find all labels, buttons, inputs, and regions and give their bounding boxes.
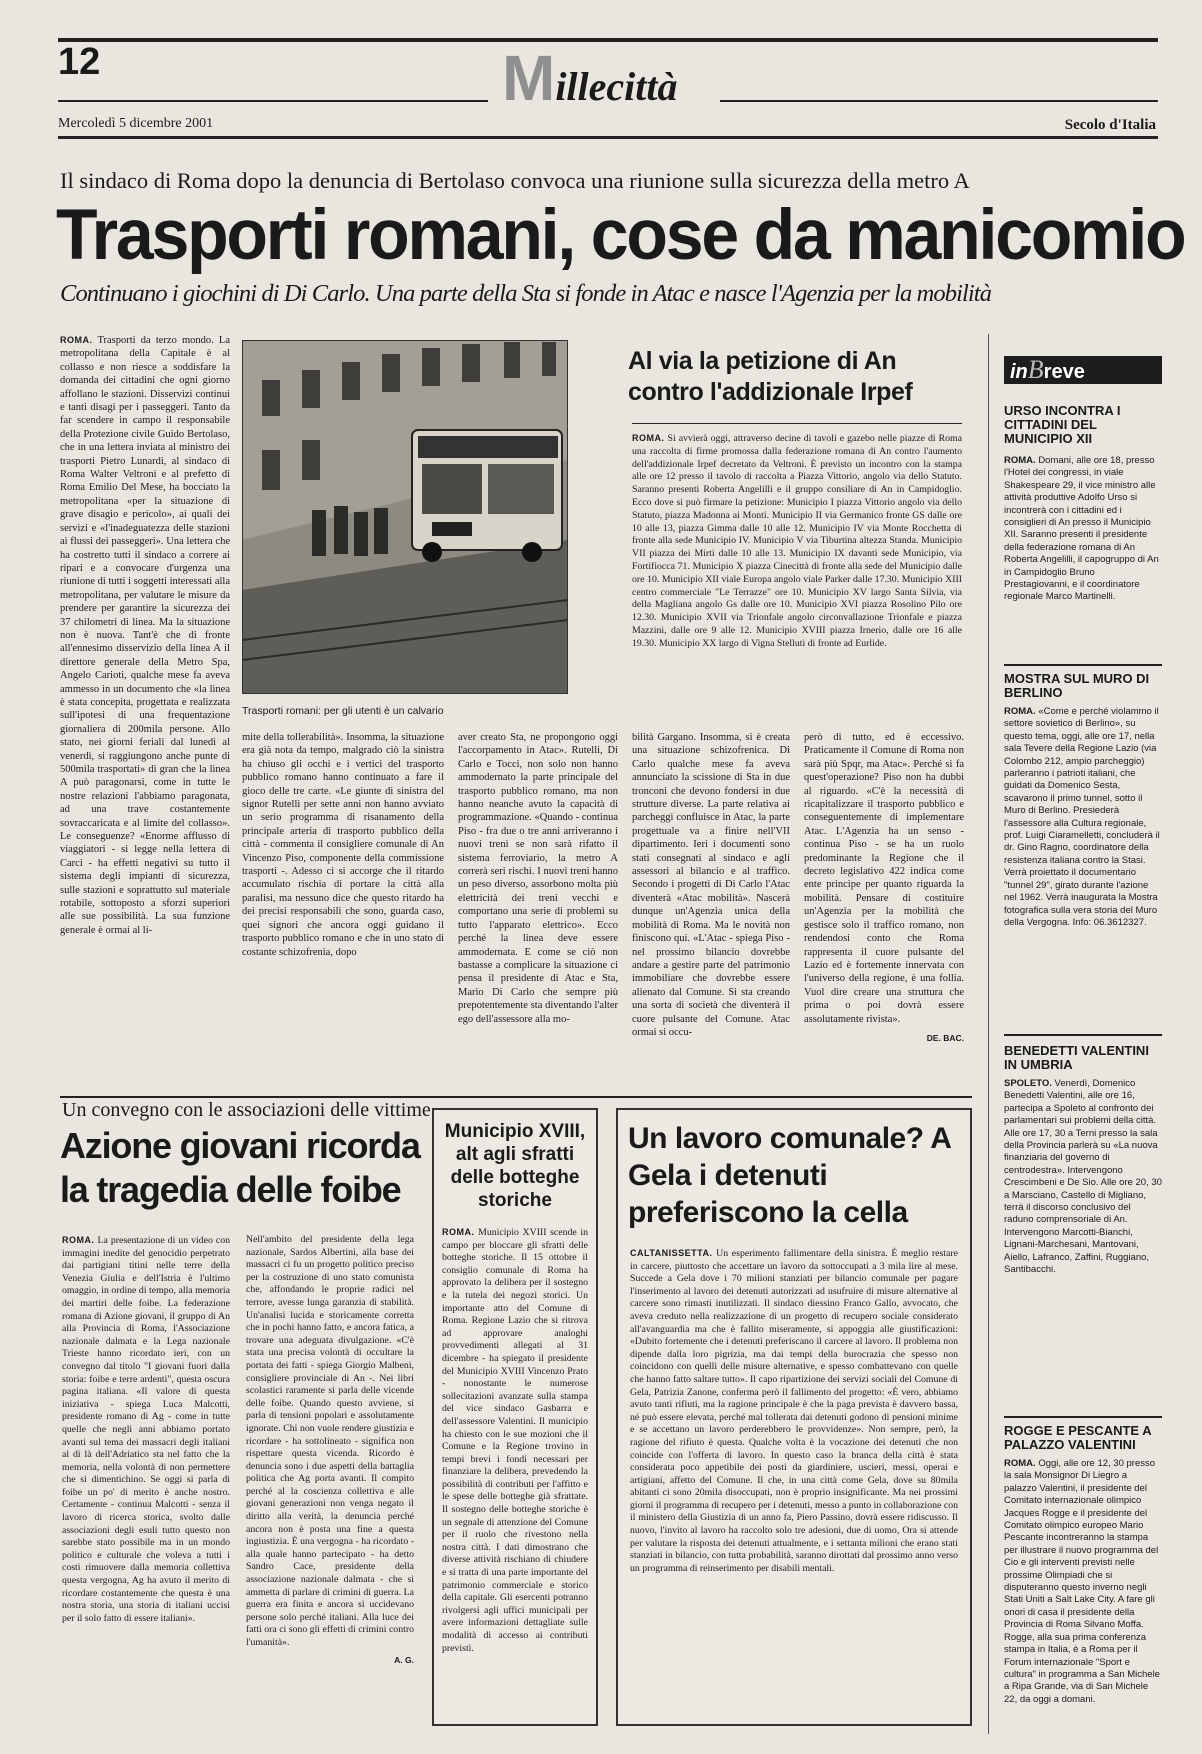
date-rule: [58, 136, 1158, 139]
page-number: 12: [58, 41, 101, 83]
lead-col5-text: però di tutto, ed è eccessivo. Praticamente il Comune di Roma non sarà più Spqr, ma Atac». Perché si fa quest'operazione? Piso non ha dubbi al riguardo. «C'è la necessità di ricapitalizzare il trasporto pubblico e conseguentemente di implementare Atac. L'Agenzia ha un senso - continua Piso - se ha un ruolo predominante la Regione che il decreto legislativo 422 indica come ente principe per quanto riguarda la mobilità. Pensare di costituire un'Agenzia per la mobilità che gestisce solo il traffico romano, non rendendosi conto che Roma rappresenta il cuore pulsante del Lazio ed è fortemente innervata con l'universo della regione, è una follia. Vuol dire creare una struttura che prima o poi dovrà essere assolutamente rivista».: [804, 732, 964, 1025]
photo-caption: Trasporti romani: per gli utenti è un calvario: [242, 705, 444, 717]
in-breve-b: B: [1027, 355, 1044, 384]
in-breve-rest: reve: [1043, 361, 1085, 383]
petition-text: Si avvierà oggi, attraverso decine di tavoli e gazebo nelle piazze di Roma una raccolta di firme promossa dalla federazione romana di An contro l'aumento dell'addizionale Irpef decretato da Veltroni. È previsto un incontro con la stampa alle ore 12 presso il tavolo di raccolta a Piazza Vittorio, angolo via dello Statuto. Saranno presenti Roberta Angelilli e il gruppo consiliare di An in Campidoglio. Ecco dove si può firmare la petizione: Municipio I piazza Vittorio angolo via dello Statuto, piazza Madonna ai Monti. Municipio II via Germanico fronte GS dalle ore 10 alle 13, piazza Gimma dalle 10 alle 12. Municipio IV via Monte Rocchetta di fronte alla sede Municipio IV. Municipio V via Tiburtina altezza Standa. Municipio VII piazza dei Mirti dalle 10 alle 13. Municipio IX davanti sede Municipio, via Fortifiocca 71. Municipio X piazza Cinecittà di fronte alla sede del Municipio dalle ore 10. Municipio XII viale Europa angolo viale Parker dalle 17.30. Municipio XIII centro commerciale "Le Terrazze" ore 10. Municipio XV largo Santa Silvia, via della Magliana angolo Gs dalle ore 10. Municipio XVI piazza Rosolino Pilo ore 12.30. Municipio XVII via Trionfale angolo circonvallazione Trionfale e piazza Mazzini, dalle ore 9 alle 12. Municipio XVIII piazza Irnerio, dalle ore 16 alle 19.30. Municipio XX largo di Vigna Stelluti di fronte ad Eurlide.: [632, 433, 962, 649]
lead-dateline: ROMA.: [60, 335, 93, 345]
breve-title-2: MOSTRA SUL MURO DI BERLINO: [1004, 671, 1150, 700]
masthead-rule-right: [720, 100, 1158, 102]
section-rest: illecittà: [555, 64, 678, 109]
breve-sep-1: [1004, 664, 1162, 666]
foibe-headline: Azione giovani ricorda la tragedia delle foibe: [60, 1125, 420, 1210]
lead-column-5: [804, 731, 964, 1076]
foibe-column-1: [62, 1234, 230, 1714]
breve-item-3: [1004, 1044, 1162, 1366]
gela-text: Un esperimento fallimentare della sinistra. È meglio restare in carcere, piuttosto che accettare un lavoro da sottoccupati a 3 mila lire al mese. Succede a Gela dove i 70 milioni stanziati per bilancio comunale per pagare l'inserimento al lavoro dei detenuti autorizzati ad usufruire di misure alternative al carcere sono rimasti inutilizzati. Il sindaco diessino Franco Gallo, avvocato, che aveva creduto nella realizzazione di un progetto di recupero sociale considerato all'avanguardia ma che è fallito miseramente, si appoggia alle giustificazioni: «Dubito fortemente che i detenuti preferiscano il carcere al lavoro. Il problema non dipende dalla loro pigrizia, ma dai tempi della burocrazia che spesso non coincidono con quelli delle misure alternative, e spesso combattevano con quelle che hanno fatto saltare tutto». Il capo ripartizione dei servizi sociali del Comune di Gela, Patrizia Zanone, conferma però il fallimento del progetto: «È vero, abbiamo avuto tanti rifiuti, ma la ragione principale è che la paga prevista è davvero bassa, né può essere elevata, perché mal tollerata dai detenuti godono di pensioni minime e se accettano un lavoro perderebbero le provvidenze». Non sempre, però, la ragione del rifiuto è questa. Qualche volta è la vocazione dei detenuti che non coincide con l'offerta di lavoro. In questo caso la branca della città è stata considerata poco appetibile dei posti da giardiniere, uscieri, messi, operai e artigiani, affetto del Comune. Il che, in una città come Gela, dove su 80mila abitanti ci sono 20mila disoccupati, non è proprio insignificante. Ma nei prossimi giorni il programma di recupero per i detenuti, messo a punto in collaborazione con il ministero della Giustizia di un anno fa, Piero Passino, dovrà essere ridiscusso. Il nuovo, l'invito al lavoro ha raccolto solo tre adesioni, due di uomo, Ora si attende per valutare la risposta dei detenuti attualmente, e i settanta milioni che erano stati stanziati in bilancio, con tutta probabilità, saranno dirottati dal prossimo anno verso un programma di reinserimento per disabili mentali.: [630, 1248, 958, 1574]
foibe-signature: A. G.: [394, 1654, 414, 1665]
breve-title-4: ROGGE E PESCANTE A PALAZZO VALENTINI: [1004, 1423, 1152, 1452]
breve-sep-3: [1004, 1416, 1162, 1418]
foibe-overline: Un convegno con le associazioni delle vittime: [62, 1099, 431, 1121]
petition-rule: [632, 423, 962, 424]
in-breve-in: in: [1010, 361, 1028, 383]
top-rule: [58, 38, 1158, 42]
gela-body: [630, 1247, 958, 1685]
bus-photo: [242, 340, 568, 694]
section-initial: M: [502, 42, 556, 114]
foibe-dateline: ROMA.: [62, 1235, 95, 1245]
lead-headline: Trasporti romani, cose da manicomio: [56, 195, 1185, 275]
breve-dateline-2: ROMA.: [1004, 706, 1036, 717]
section-logo: [502, 42, 678, 116]
in-breve-logo: [1004, 356, 1162, 384]
breve-text-3: Venerdì, Domenico Benedetti Valentini, alle ore 16, partecipa a Spoleto al confronto dei parlamentari sui problemi della città. Alle ore 17, 30 a Terni presso la sala della Provincia parlerà su «La nuova finanziaria del governo di centrodestra». Intervengono Crescimbeni e De Sio. Alle ore 20, 30 a Marsciano, Castello di Migliano, terrà il discorso conclusivo del raduno comprensoriale di An. Intervengono Marcotti-Bianchi, Lignani-Marchesani, Mantovani, Aiello, Lafranco, Zaffini, Ruggiano, Santibacchi.: [1004, 1078, 1162, 1276]
lead-signature: DE. BAC.: [926, 1032, 964, 1043]
breve-text-1: Domani, alle ore 18, presso l'Hotel dei congressi, in viale Shakespeare 29, il vice ministro alle attività produttive Adolfo Urso si incontrerà con i cittadini ed i consiglieri di An presso il Municipio XII. Saranno presenti il presidente della federazione romana di An Roberta Angelilli, il capogruppo di An in Campidoglio Bruno Prestagiovanni, e il coordinatore regionale Marco Martinelli.: [1004, 455, 1159, 603]
foibe-col1-text: La presentazione di un video con immagini inedite del genocidio perpetrato dai partigiani titini nelle terre della Venezia Giulia e dell'Istria è l'ultimo omaggio, in ordine di tempo, alla memoria dei martiri delle foibe. La federazione romana di Azione giovani, il gruppo di An alla Provincia di Roma, l'Associazione nazionale dalmata e la Lega nazionale Trieste hanno ricordato ieri, con un convegno dal titolo "I giovani fuori dalla storia: foibe e terre ardenti", questa oscura pagina italiana. «Il valore di questa iniziativa - spiega Luca Malcotti, presidente romano di Ag - come in tutte quelle che negli anni abbiamo portato avanti sul tema dei massacri degli italiani al di là dell'Adriatico sta nel fatto che la memoria, nella volontà di non permettere che si dimentichino. Se oggi si parla di foibe un po' di merito è anche nostro. Certamente - continua Malcotti - senza il lavoro di ricerca storica, svolto dalle associazioni degli esuli tutto questo non sarebbe stato possibile ma in un mondo politico e culturale che voleva a tutti i costi rimuovere dalla memoria collettiva questa vergogna, Ag ha avuto il merito di ricordare costantemente che questa è una nostra storia, una storia di italiani uccisi per il solo fatto di essere italiani».: [62, 1235, 230, 1624]
gela-headline: Un lavoro comunale? A Gela i detenuti preferiscono la cella: [628, 1122, 951, 1229]
breve-item-1: [1004, 404, 1162, 658]
municipio-dateline: ROMA.: [442, 1227, 475, 1237]
foibe-col2-text: Nell'ambito del presidente della lega nazionale, Sardos Albertini, alla base dei massacri ci fu un progetto politico preciso per la costruzione di uno stato comunista che, affondando le proprie radici nel terrore, avesse lunga garanzia di stabilità. Un'analisi lucida e storicamente corretta che in pochi hanno fatto, e ancora fatica, a trovare una adeguata divulgazione. «C'è stata una precisa volontà di occultare la portata dei fatti - spiega Giorgio Malbeni, consigliere provinciale di An -. Nei libri scolastici raramente si parla delle vicende delle foibe. Quando questo avviene, si parla di tensioni popolari e assolutamente ignorate. Chi non vuole rendere giustizia e ricordare - ha sottolineato - significa non rispettare questa vicenda. Ricordo è denuncia sono i due aspetti della battaglia politica che Ag porta avanti. Il compito perché al la coscienza collettiva e alle giovani generazioni non venga negato il diritto alla verità, la denuncia perché ancora non è posta una fine a questa ingiustizia. È una vergogna - ha ricordato - alla quale hanno partecipato - ha detto Sandro Cace, presidente della associazione nazionale dalmata - che si ammetta di parlare di crimini di guerra. La guerra era finita e ancora si uccidevano persone solo perché italiani. Alla luce dei fatti ora ci sono gli effetti di crimini contro l'umanità».: [246, 1234, 414, 1648]
breve-title-1: URSO INCONTRA I CITTADINI DEL MUNICIPIO XII: [1004, 403, 1121, 446]
breve-dateline-1: ROMA.: [1004, 455, 1036, 466]
breve-body-3: [1004, 1078, 1162, 1366]
breve-text-4: Oggi, alle ore 12, 30 presso la sala Monsignor Di Liegro a palazzo Valentini, il presidente del Comitato internazionale olimpico Jacques Rogge e il presidente del Comitato olimpico europeo Mario Pescante incontreranno la stampa per illustrare il nuovo programma del Cio e gli interventi previsti nelle prossime Olimpiadi che si disputeranno questo inverno negli Stati Uniti a Salt Lake City. A fare gli onori di casa il presidente della Provincia di Roma Silvano Moffa. Rogge, alla sua prima conferenza stampa in Italia, è a Roma per il Forum internazionale "Sport e cultura" in programma a San Michele a Ripa Grande, via di San Michele 22, da oggi a domani.: [1004, 1458, 1160, 1705]
municipio-text: Municipio XVIII scende in campo per bloccare gli sfratti delle botteghe storiche. Il 15 ottobre il consiglio comunale di Roma ha approvato la delibera per il sostegno e la tutela dei negozi storici. Un importante atto del Comune di Roma. Regione Lazio che si ritrova ad approvare analoghi provvedimenti allegati al 31 dicembre - ha spiegato il presidente del Municipio XVIII Vincenzo Prato - nonostante le numerose sollecitazioni avanzate sulla stampa del vice sindaco Gasbarra e dell'assessore Valentini. Il municipio ha chiesto con le sue mozioni che il Comune e la Regione trovino in tempi brevi i fondi necessari per finanziare la delibera, prevedendo la possibilità di contributi per l'affitto e le spese delle botteghe già sfrattate. Il sostegno delle botteghe storiche è un segnale di attenzione del Comune per il ruolo che rivestono nella nostra città. I dati dimostrano che diverse attività rischiano di chiudere e si tratta di una parte importante del patrimonio commerciale e storico della capitale. Gli esercenti potranno rivolgersi agli uffici municipali per avere informazioni dettagliate sulle modalità di accesso ai contributi previsti.: [442, 1227, 588, 1654]
breve-text-2: «Come e perché violammo il settore sovietico di Berlino», su questo tema, oggi, alle ore 17, nella sala Tevere della Regione Lazio (via Colombo 212, ampio parcheggio) parleranno i patrioti italiani, che guidati da Domenico Sesta, scavarono il primo tunnel, sotto il Muro di Berlino. Presiederà l'assessore alla Cultura regionale, prof. Luigi Ciaramelletti, concluderà il dr. Gino Ragno, coordinatore della resistenza italiana contro la Stasi. Verrà proiettato il documentario "tunnel 29", girato durante l'azione nel 1962. Verrà inaugurata la Mostra fotografica sulla vera storia del Muro della Vergogna. Info: 06.3612327.: [1004, 706, 1160, 928]
breve-body-2: [1004, 706, 1162, 1032]
lower-section-rule: [60, 1096, 972, 1098]
breve-sep-2: [1004, 1034, 1162, 1036]
breve-title-3: BENEDETTI VALENTINI IN UMBRIA: [1004, 1043, 1149, 1072]
breve-body-4: [1004, 1458, 1162, 1734]
newspaper-name: Secolo d'Italia: [1064, 117, 1156, 133]
municipio-headline: Municipio XVIII, alt agli sfratti delle botteghe storiche: [444, 1121, 586, 1211]
gela-box: [616, 1108, 972, 1726]
lead-column-3: aver creato Sta, ne propongono oggi l'accorpamento in Atac». Rutelli, Di Carlo e Tocci, non solo non hanno ammodernato la parte principale del trasporto pubblico romano, ma non hanno neanche avuto la capacità di programmazione. «Quando - continua Piso - fra due o tre anni arriveranno i nuovi treni se non sarà rifatto il sistema ferroviario, la metro A correrà seri rischi. I nuovi treni hanno un peso diverso, assorbono molta più elettricità dei treni vecchi e comportano una serie di problemi su tutto l'apparato elettrico». Ecco perché la linea deve essere ammodernata. E come se ciò non bastasse a complicare la situazione ci pensa il presidente di Atac e Sta, Mario Di Carlo che sempre più prepotentemente sta diventando l'alter ego dell'assessore alla mo-: [458, 732, 618, 1025]
petition-dateline: ROMA.: [632, 433, 665, 443]
lead-overline: Il sindaco di Roma dopo la denuncia di Bertolaso convoca una riunione sulla sicurezza della metro A: [60, 168, 970, 193]
bus-photo-illustration: [242, 340, 568, 694]
breve-item-2: [1004, 672, 1162, 1032]
breve-dateline-3: SPOLETO.: [1004, 1078, 1052, 1089]
gela-dateline: CALTANISSETTA.: [630, 1248, 713, 1258]
lead-column-2: mite della tollerabilità». Insomma, la situazione era già nota da tempo, malgrado ciò la sinistra ha chiuso gli occhi e i vertici del trasporto pubblico romano hanno continuato a fare il gioco delle tre carte. «Le giunte di sinistra del signor Rutelli per sette anni non hanno avviato un serio programma di risanamento della principale arteria di trasporto pubblico della città - commenta il consigliere comunale di An Vincenzo Piso, componente della commissione trasporti -. Adesso ci si accorge che il ritardo accumulato rischia di portare la città alla paralisi, ma nessuno dice che questo ritardo ha dei precisi responsabili che sono, guarda caso, quei signori che ancora oggi guidano il trasporto pubblico romano e che in uno stato di costante schizofrenia, dopo: [242, 732, 444, 958]
lead-column-4: bilità Gargano. Insomma, si è creata una situazione schizofrenica. Di Carlo qualche mese fa aveva annunciato la scissione di Sta in due tronconi che devono fondersi in due strutture diverse. La parte relativa ai parcheggi confluisce in Atac, la parte progettuale va a finire nell'VII dipartimento. Ieri i documenti sono stati consegnati al sindaco e agli assessori al bilancio e al traffico. Secondo i progetti di Di Carlo l'Atac diventerà «Atac mobilità». Nascerà dunque un'Agenzia unica della mobilità di Roma. Ma le novità non finiscono qui. «L'Atac - spiega Piso - nel prossimo bilancio dovrebbe andare a gestire parte del patrimonio immobiliare che dovrebbe essere alienato dal Comune. Si sta creando una sorta di società che diventerà il cuore pulsante del Comune. Atac ormai si occu-: [632, 732, 790, 1038]
breve-dateline-4: ROMA.: [1004, 1458, 1036, 1469]
masthead-rule-left: [58, 100, 488, 102]
lead-subhead: Continuano i giochini di Di Carlo. Una parte della Sta si fonde in Atac e nasce l'Agenzia per la mobilità: [60, 280, 992, 307]
breve-item-4: [1004, 1424, 1162, 1734]
sidebar-divider: [988, 334, 989, 1734]
municipio-box: [432, 1108, 598, 1726]
lead-col1-text: Trasporti da terzo mondo. La metropolitana della Capitale è al collasso e non riesce a soddisfare la domanda dei cittadini che ogni giorno affollano le stazioni. Disservizi continui e tanti disagi per i passeggeri. Tanto da far scendere in campo il responsabile della Protezione civile Guido Bertolaso, che in una lettera inviata al ministro dei trasporti Pietro Lunardi, al sindaco di Roma Walter Veltroni e al prefetto di Roma Emilio Del Mese, ha bocciato la metropolitana «per la situazione di grave disagio e pericolo», ai quali dei servizi e «l'inadeguatezza delle stazioni ai flussi dei passeggeri». Una lettera che ha costretto tutti il sindaco a correre ai ripari e a convocare d'urgenza una riunione di tutti i soggetti interessati alla metropolitana, per valutare le misure da prendere per garantire la sicurezza dei 37 chilometri di linea. Ma la situazione non è nuova. Tant'è che di fronte all'ennesimo disservizio della linea A il direttore generale della Metro Spa, Angelo Carioti, qualche mese fa aveva ammesso in un documento che «la linea è stata concepita, progettata e realizzata sull'ipotesi di una frequentazione giornaliera di 200mila persone. Allo stato, nei giorni feriali dal lunedì al venerdì, si raggiungono anche punte di 500mila trasportati» di gran che la linea A può paragonarsi, come in tutte le nostre relazioni l'abbiamo paragonata, ad una trave costantemente sovraccaricata e al limite del collasso». Le conseguenze? «Enorme afflusso di viaggiatori - si legge nella lettera di Carci - ha effetti negativi su tutto il sistema degli impianti di sicurezza, sulle stazioni e soprattutto sul materiale rotabile, sottoposto a sforzi superiori alle sue possibilità. La sua funzione generale è ormai al li-: [60, 335, 230, 936]
municipio-body: [442, 1226, 588, 1666]
petition-headline: Al via la petizione di An contro l'addizionale Irpef: [628, 347, 913, 406]
issue-date: Mercoledì 5 dicembre 2001: [58, 116, 214, 131]
foibe-column-2: [246, 1234, 414, 1714]
breve-body-1: [1004, 455, 1162, 658]
petition-body: [632, 432, 962, 712]
lead-column-1: [60, 334, 230, 1076]
